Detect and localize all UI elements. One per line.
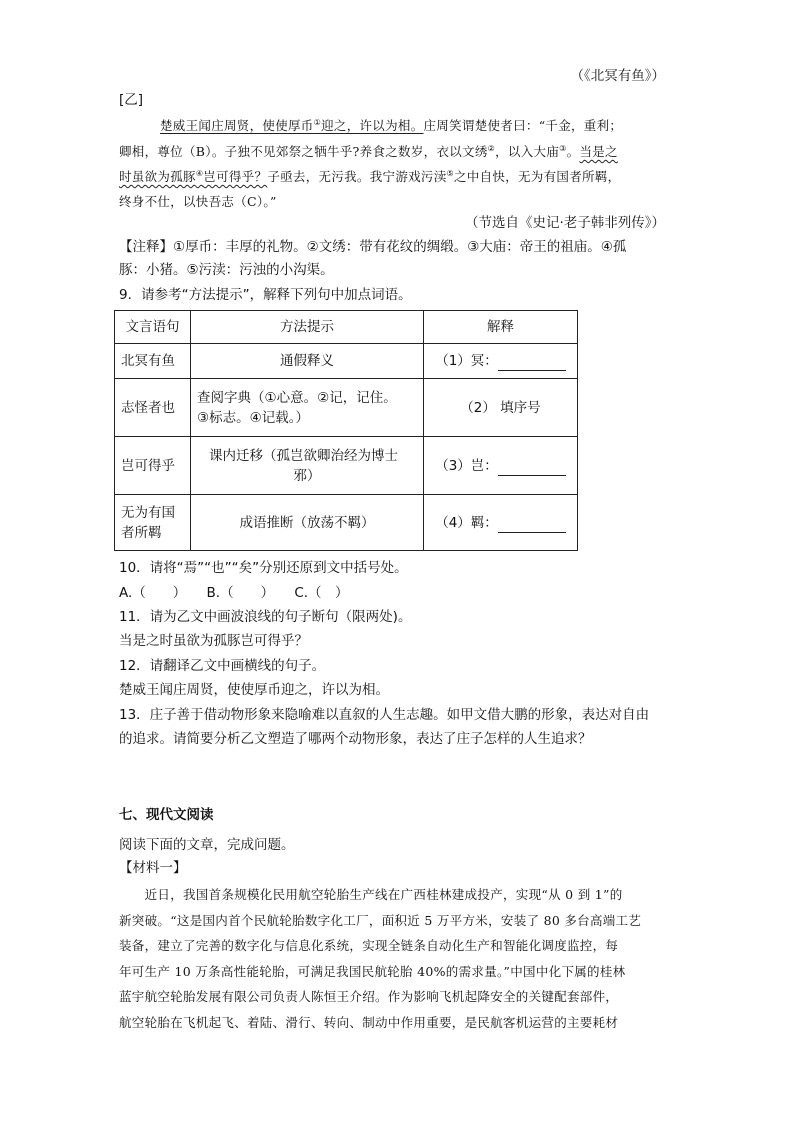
question-11-sentence: 当是之时虽欲为孤豚岂可得乎？ xyxy=(119,633,308,649)
question-13-line-2: 的追求。请简要分析乙文塑造了哪两个动物形象，表达了庄子怎样的人生追求？ xyxy=(119,731,592,747)
question-12: 12．请翻译乙文中画横线的句子。 xyxy=(119,658,326,674)
article-line: 近日，我国首条规模化民用航空轮胎生产线在广西桂林建成投产，实现“从 0 到 1”的 xyxy=(119,887,623,902)
header-answer: 解释 xyxy=(424,311,578,344)
table-row xyxy=(115,495,578,551)
question-13-line-1: 13．庄子善于借动物形象来隐喻难以直叙的人生志趣。如甲文借大鹏的形象，表达对自由 xyxy=(119,707,650,723)
table-header-row xyxy=(115,311,578,344)
annotation-line-1: 【注释】①厚币：丰厚的礼物。②文绣：带有花纹的绸缎。③大庙：帝王的祖庙。④孤 xyxy=(119,239,627,255)
article-line: 蓝宇航空轮胎发展有限公司负责人陈恒王介绍。作为影响飞机起降安全的关键配套部件， xyxy=(119,989,619,1004)
cell-method: 成语推断（放荡不羁） xyxy=(191,495,424,551)
cell-method: 查阅字典（①心意。②记，记住。 ③标志。④记载。） xyxy=(191,379,424,437)
table-row xyxy=(115,437,578,495)
table-row xyxy=(115,379,578,437)
header-sentence: 文言语句 xyxy=(115,311,191,344)
question-12-sentence: 楚威王闻庄周贤，使使厚币迎之，许以为相。 xyxy=(119,682,389,698)
passage-line-1: 楚威王闻庄周贤，使使厚币①迎之，许以为相。庄周笑谓楚使者曰：“千金，重利； xyxy=(160,117,623,133)
cell-method: 通假释义 xyxy=(191,344,424,379)
answer-blank[interactable] xyxy=(498,518,566,533)
section-label-yi: [乙] xyxy=(119,92,144,108)
article-line: 新突破。“这是国内首个民航轮胎数字化工厂，面积近 5 万平方米，安装了 80 多台高端工艺 xyxy=(119,913,642,928)
underlined-sentence-part1: 楚威王闻庄周贤，使使厚币①迎之，许以为相。 xyxy=(160,117,424,133)
article-line: 装备，建立了完善的数字化与信息化系统，实现全链条自动化生产和智能化调度监控，每 xyxy=(119,938,619,953)
cell-answer[interactable]: （3）岂： xyxy=(424,437,578,495)
table-row xyxy=(115,344,578,379)
passage-line-2: 卿相，尊位（B）。子独不见郊祭之牺牛乎?养食之数岁，衣以文绣②，以入大庙③。当是之 xyxy=(119,143,618,159)
wavy-sentence-part1: 当是之 xyxy=(579,144,618,159)
answer-blank[interactable] xyxy=(498,356,566,371)
question-11: 11．请为乙文中画波浪线的句子断句（限两处)。 xyxy=(119,609,412,625)
cell-answer[interactable]: （1）冥： xyxy=(424,344,578,379)
passage-line-3: 时虽欲为孤豚④岂可得乎？子亟去，无污我。我宁游戏污渎⑤之中自快，无为有国者所羁， xyxy=(119,168,621,184)
source-note-shiji: （节选自《史记·老子韩非列传》） xyxy=(464,215,665,231)
reading-instruction: 阅读下面的文章，完成问题。 xyxy=(119,837,295,853)
material-label-1: 【材料一】 xyxy=(119,860,187,876)
cell-sentence: 志怪者也 xyxy=(115,379,191,437)
cell-sentence: 岂可得乎 xyxy=(115,437,191,495)
cell-method: 课内迁移（孤岂欲卿治经为博士 邪） xyxy=(191,437,424,495)
wavy-sentence-part2: 时虽欲为孤豚④岂可得乎？ xyxy=(119,168,268,184)
article-line: 年可生产 10 万条高性能轮胎，可满足我国民航轮胎 40%的需求量。”中国中化下属的桂林 xyxy=(119,964,626,979)
article-line: 航空轮胎在飞机起飞、着陆、滑行、转向、制动中作用重要，是民航客机运营的主要耗材 xyxy=(119,1015,619,1030)
cell-sentence: 北冥有鱼 xyxy=(115,344,191,379)
annotation-line-2: 豚：小猪。⑤污渎：污浊的小沟渠。 xyxy=(119,262,334,278)
source-note-beiming: （《北冥有鱼》） xyxy=(570,68,665,84)
section-heading-7: 七、现代文阅读 xyxy=(119,807,214,823)
question-9: 9．请参考“方法提示”，解释下列句中加点词语。 xyxy=(119,287,412,303)
cell-answer[interactable]: （2） 填序号 xyxy=(424,379,578,437)
answer-blank[interactable] xyxy=(498,461,566,476)
question-10: 10．请将“焉”“也”“矣”分别还原到文中括号处。 xyxy=(119,560,408,576)
method-table xyxy=(114,310,578,551)
header-method: 方法提示 xyxy=(191,311,424,344)
cell-answer[interactable]: （4）羁： xyxy=(424,495,578,551)
passage-line-4: 终身不仕，以快吾志（C）。” xyxy=(119,194,277,209)
cell-sentence: 无为有国 者所羁 xyxy=(115,495,191,551)
question-10-options[interactable]: A.（ ） B.（ ） C.（ ） xyxy=(119,585,349,601)
